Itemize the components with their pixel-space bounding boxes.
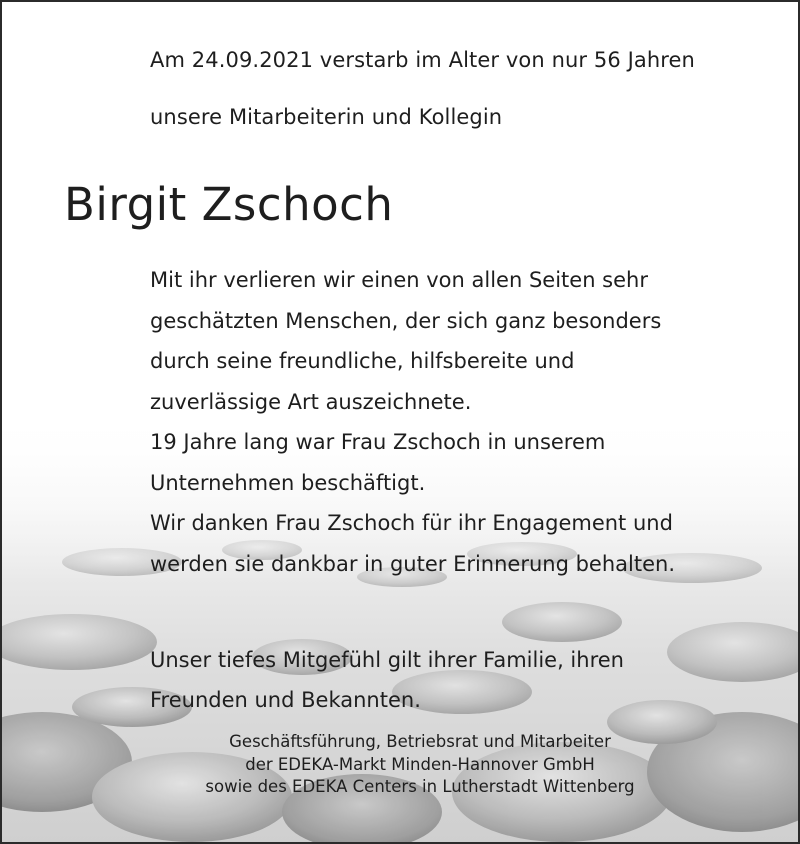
tribute-line: Mit ihr verlieren wir einen von allen Seiten sehr [150,268,648,292]
tribute-line: zuverlässige Art auszeichnete. [150,389,472,414]
tribute-line: 19 Jahre lang war Frau Zschoch in unserem [150,430,606,454]
tribute-line: Wir danken Frau Zschoch für ihr Engagement und [150,511,673,535]
intro-line-1: Am 24.09.2021 verstarb im Alter von nur 56 Jahren [150,48,695,72]
intro-line-2: unsere Mitarbeiterin und Kollegin [150,105,503,129]
signature-line: Geschäftsführung, Betriebsrat und Mitarbeiter [229,732,611,751]
tribute-line: Unternehmen beschäftigt. [150,470,426,495]
deceased-name: Birgit Zschoch [64,178,394,231]
notice-content [2,2,798,842]
tribute-line: durch seine freundliche, hilfsbereite und [150,349,575,373]
signature-block [2,731,800,799]
signature-line: der EDEKA-Markt Minden-Hannover GmbH [245,754,595,774]
condolence-text [150,640,790,720]
condolence-line: Freunden und Bekannten. [150,688,421,712]
tribute-line: geschätzten Menschen, der sich ganz besonders [150,308,662,333]
tribute-line: werden sie dankbar in guter Erinnerung behalten. [150,551,675,576]
condolence-line: Unser tiefes Mitgefühl gilt ihrer Familie, ihren [150,648,624,672]
signature-line: sowie des EDEKA Centers in Lutherstadt Wittenberg [205,777,635,796]
tribute-text [150,260,790,584]
